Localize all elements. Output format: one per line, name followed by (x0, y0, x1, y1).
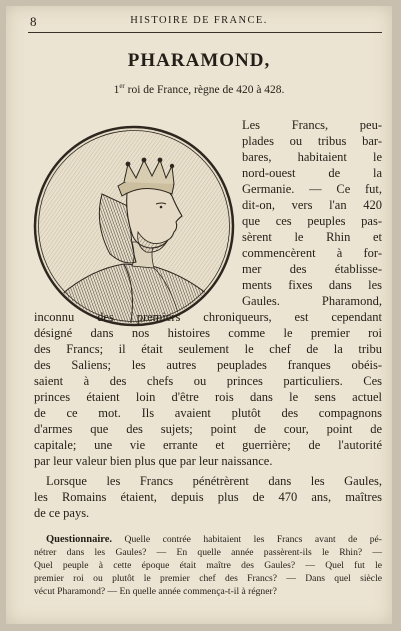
questionnaire-label: Questionnaire. (46, 534, 113, 545)
text-line: par leur valeur bien plus que par leur naissance. (34, 454, 273, 468)
text-line: désigné dans nos histoires comme le premier roi (34, 326, 382, 340)
text-line: Lorsque les Francs pénétrèrent dans les Gaules, (46, 474, 382, 488)
text-line: Germanie. — Ce fut, (242, 182, 382, 196)
text-line: plades ou tribus bar- (242, 134, 382, 148)
text-line: nord-ouest de la (242, 166, 382, 180)
chapter-subtitle: 1er roi de France, règne de 420 à 428. (113, 82, 285, 96)
text-line: de ce mot. Ils avaient plutôt des compagnons (34, 406, 382, 420)
page-number: 8 (30, 14, 37, 29)
text-line: des Francs; il était seulement le chef de la tribu (34, 342, 382, 356)
text-line: bares, habitaient le (242, 150, 382, 164)
questionnaire-line: Questionnaire. Quelle contrée habitaient les Francs avant de pé- (46, 534, 382, 545)
text-line: commencèrent à for- (242, 246, 382, 260)
header-rule (28, 32, 382, 33)
text-line: de ce pays. (34, 506, 90, 520)
text-line: dit-on, vers l'an 420 (242, 198, 382, 212)
questionnaire-line: vécut Pharamond? — En quelle année commença-t-il à régner? (34, 586, 277, 597)
questionnaire-line: nétrer dans les Gaules? — En quelle année passèrent-ils le Rhin? — (34, 547, 382, 558)
text-line: Les Francs, peu- (242, 118, 382, 132)
text-line: sèrent le Rhin et (242, 230, 382, 244)
text-line: des Saliens; les autres peuplades franques obéis- (34, 358, 382, 372)
text-line: Gaules. Pharamond, (242, 294, 382, 308)
text-line: inconnu des premiers chroniqueurs, est cependant (34, 310, 382, 324)
king-portrait-icon (32, 124, 236, 328)
questionnaire-line: Quel peuple à cette époque était maître des Gaules? — Quel fut le (34, 560, 382, 571)
text-line: princes étaient loin d'être rois dans le sens actuel (34, 390, 382, 404)
book-page (6, 6, 392, 624)
chapter-title: PHARAMOND, (127, 50, 271, 71)
text-line: ments fixes dans les (242, 278, 382, 292)
text-line: les Romains étaient, depuis plus de 470 ans, maîtres (34, 490, 382, 504)
text-line: mer des établisse- (242, 262, 382, 276)
running-title: HISTOIRE DE FRANCE. (130, 15, 268, 26)
text-line: que ces peuples pas- (242, 214, 382, 228)
text-line: capitale; une vie errante et guerrière; de l'autorité (34, 438, 382, 452)
running-head (6, 14, 392, 32)
text-line: d'armes que des sujets; point de cour, point de (34, 422, 382, 436)
questionnaire-line: premier roi ou plutôt le premier chef des Francs? — Dans quel siècle (34, 573, 382, 584)
text-line: saient à des chefs ou princes particuliers. Ces (34, 374, 382, 388)
